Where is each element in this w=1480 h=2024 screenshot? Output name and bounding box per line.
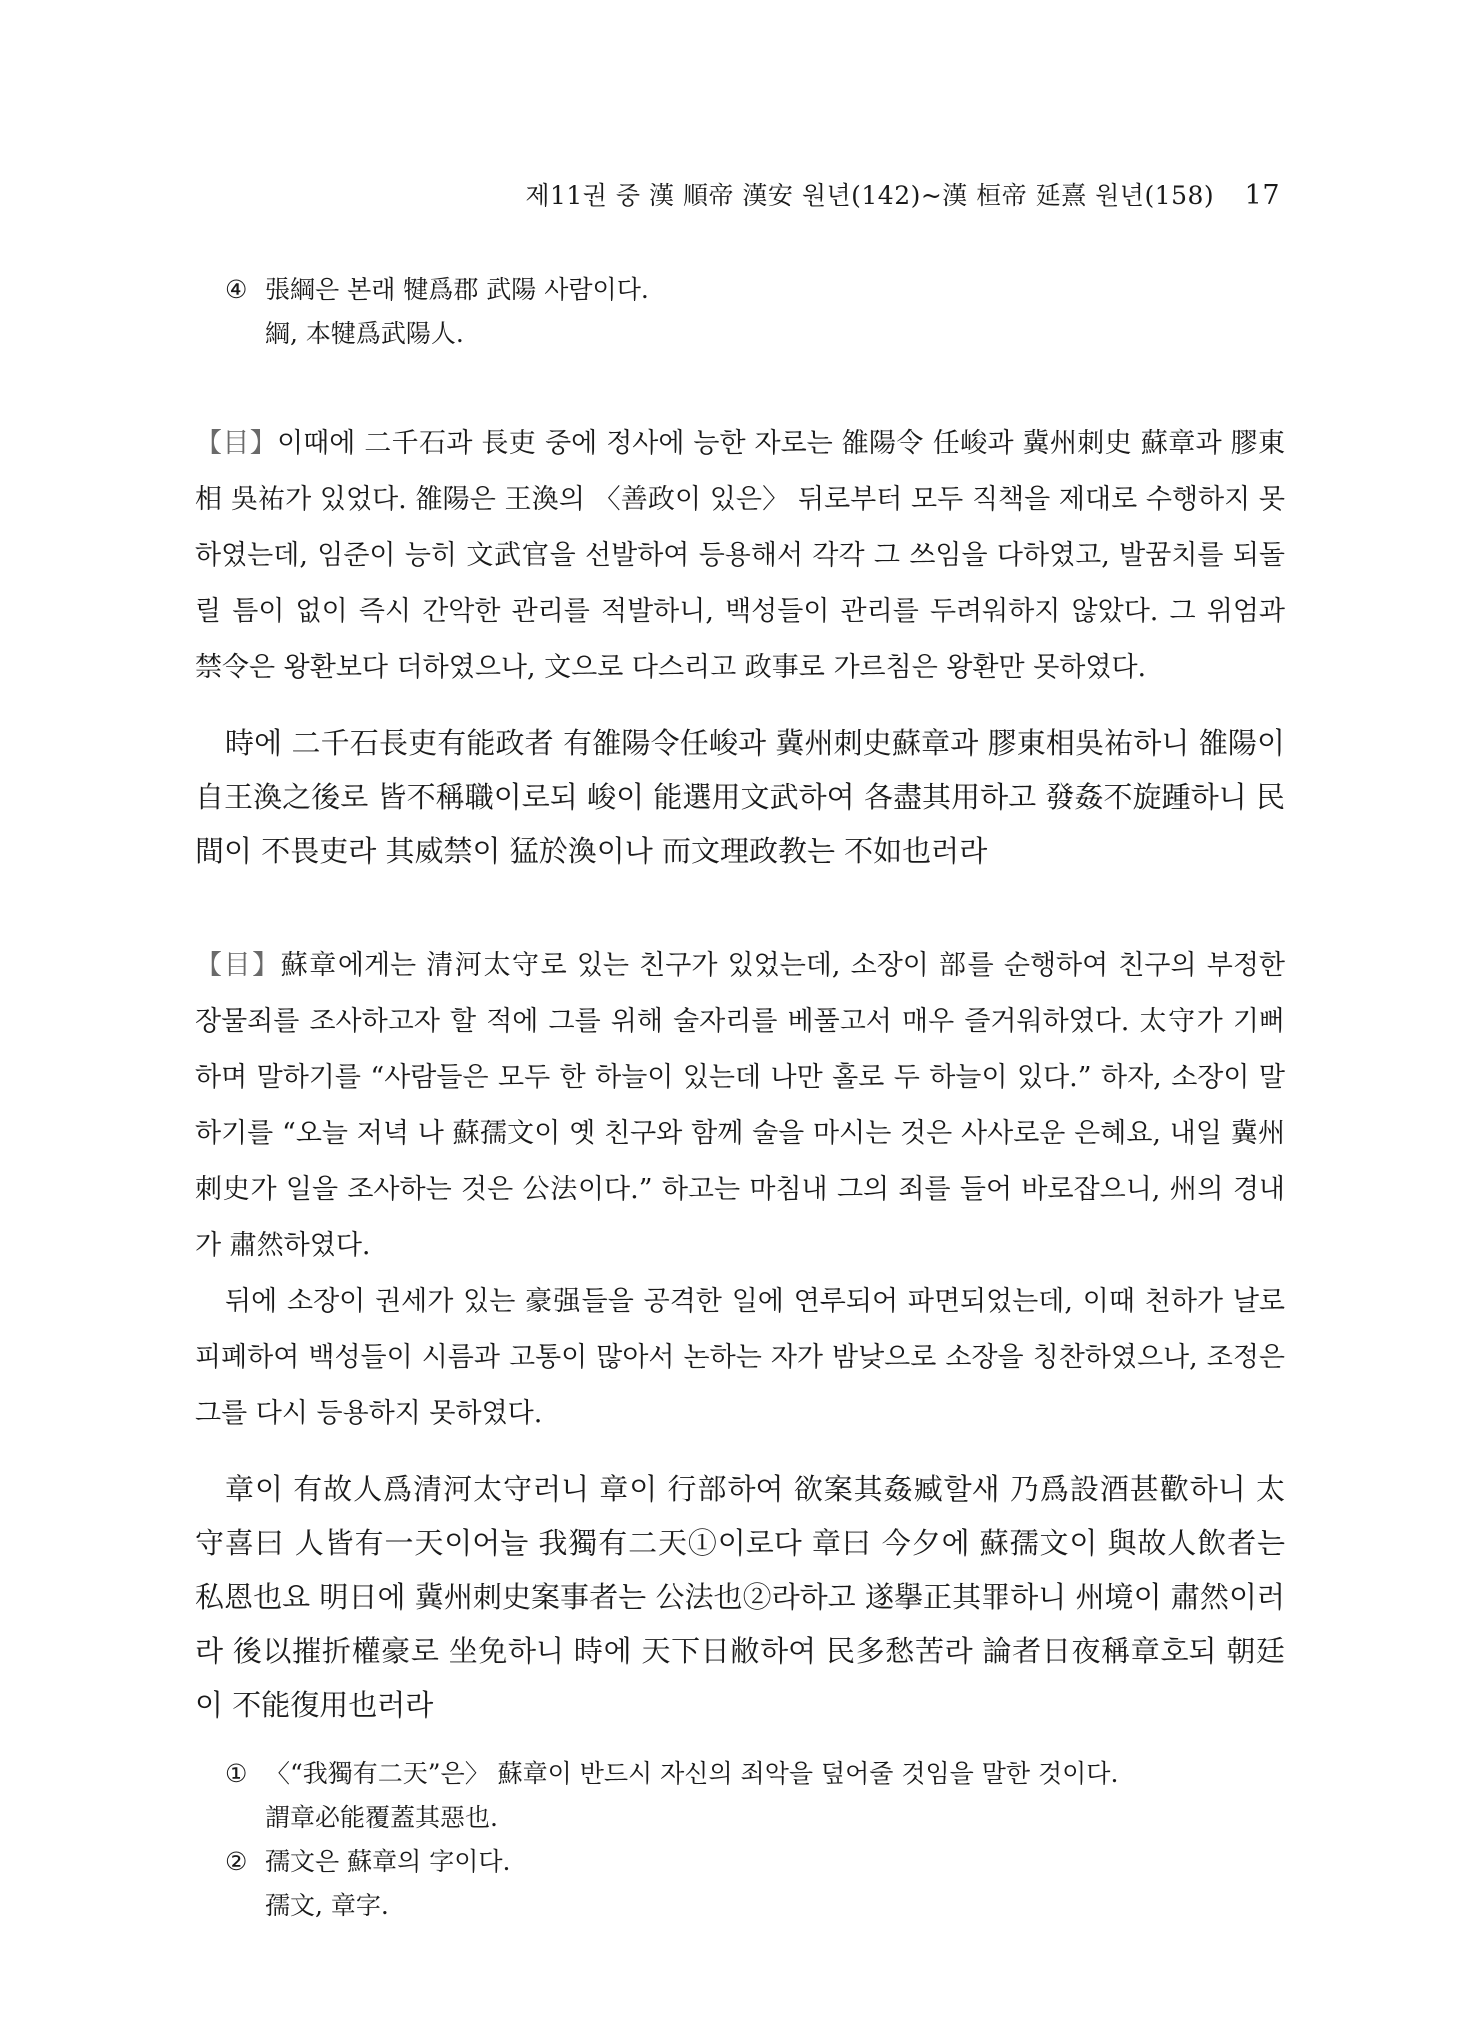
footnote-2 xyxy=(225,1840,1285,1928)
footnote-1 xyxy=(225,1752,1285,1840)
footnote-4 xyxy=(225,268,1285,356)
footnote-number: ① xyxy=(225,1759,248,1788)
section-1-classical: 時에 二千石長吏有能政者 有雒陽令任峻과 冀州刺史蘇章과 膠東相吳祐하니 雒陽이 自王渙之後로 皆不稱職이로되 峻이 能選用文武하여 各盡其用하고 發姦不旋踵하니 民間이 不畏吏라 其威禁이 猛於渙이나 而文理政教는 不如也러라 xyxy=(195,726,1285,868)
footnote-classical: 孺文, 章字. xyxy=(265,1891,389,1920)
section-tag: 【目】 xyxy=(195,428,278,459)
footnote-classical: 謂章必能覆蓋其惡也. xyxy=(265,1803,498,1832)
section-2-translation xyxy=(195,938,1285,1274)
section-2-classical: 章이 有故人爲清河太守러니 章이 行部하여 欲案其姦臧할새 乃爲設酒甚歡하니 太守喜曰 人皆有一天이어늘 我獨有二天①이로다 章曰 今夕에 蘇孺文이 與故人飲者는 私恩也요 明日에 冀州刺史案事者는 公法也②라하고 遂擧正其罪하니 州境이 肅然이러라 後以摧折權豪로 坐免하니 時에 天下日敝하여 民多愁苦라 論者日夜稱章호되 朝廷이 不能復用也러라 xyxy=(195,1472,1285,1722)
footnote-number: ④ xyxy=(225,275,248,304)
translation-text: 이때에 二千石과 長吏 중에 정사에 능한 자로는 雒陽令 任峻과 冀州刺史 蘇章과 膠東相 吳祐가 있었다. 雒陽은 王渙의 〈善政이 있은〉 뒤로부터 모두 직책을 제대로 수행하지 못하였는데, 임준이 능히 文武官을 선발하여 등용해서 각각 그 쓰임을 다하였고, 발꿈치를 되돌릴 틈이 없이 즉시 간악한 관리를 적발하니, 백성들이 관리를 두려워하지 않았다. 그 위엄과 禁令은 왕환보다 더하였으나, 文으로 다스리고 政事로 가르침은 왕환만 못하였다. xyxy=(195,428,1286,683)
footnote-korean: 張綱은 본래 犍爲郡 武陽 사람이다. xyxy=(265,275,649,304)
footnote-number: ② xyxy=(225,1847,248,1876)
section-2-translation-continued: 뒤에 소장이 권세가 있는 豪强들을 공격한 일에 연루되어 파면되었는데, 이때 천하가 날로 피폐하여 백성들이 시름과 고통이 많아서 논하는 자가 밤낮으로 소장을 칭찬하였으나, 조정은 그를 다시 등용하지 못하였다. xyxy=(195,1286,1285,1429)
footnote-classical: 綱, 本犍爲武陽人. xyxy=(265,319,464,348)
page-content xyxy=(195,268,1285,1928)
section-1-translation xyxy=(195,416,1285,696)
running-header xyxy=(525,176,1280,212)
page-number: 17 xyxy=(1244,180,1280,211)
footnote-korean: 孺文은 蘇章의 字이다. xyxy=(265,1847,511,1876)
footnote-korean: 〈“我獨有二天”은〉 蘇章이 반드시 자신의 죄악을 덮어줄 것임을 말한 것이다. xyxy=(265,1759,1119,1788)
section-tag: 【目】 xyxy=(195,950,281,981)
translation-text: 蘇章에게는 清河太守로 있는 친구가 있었는데, 소장이 部를 순행하여 친구의 부정한 장물죄를 조사하고자 할 적에 그를 위해 술자리를 베풀고서 매우 즐거워하였다. 太守가 기뻐하며 말하기를 “사람들은 모두 한 하늘이 있는데 나만 홀로 두 하늘이 있다.” 하자, 소장이 말하기를 “오늘 저녁 나 蘇孺文이 옛 친구와 함께 술을 마시는 것은 사사로운 은혜요, 내일 冀州刺史가 일을 조사하는 것은 公法이다.” 하고는 마침내 그의 죄를 들어 바로잡으니, 州의 경내가 肅然하였다. xyxy=(195,950,1285,1261)
running-title: 제11권 중 漢 順帝 漢安 원년(142)~漢 桓帝 延熹 원년(158) xyxy=(525,181,1215,210)
